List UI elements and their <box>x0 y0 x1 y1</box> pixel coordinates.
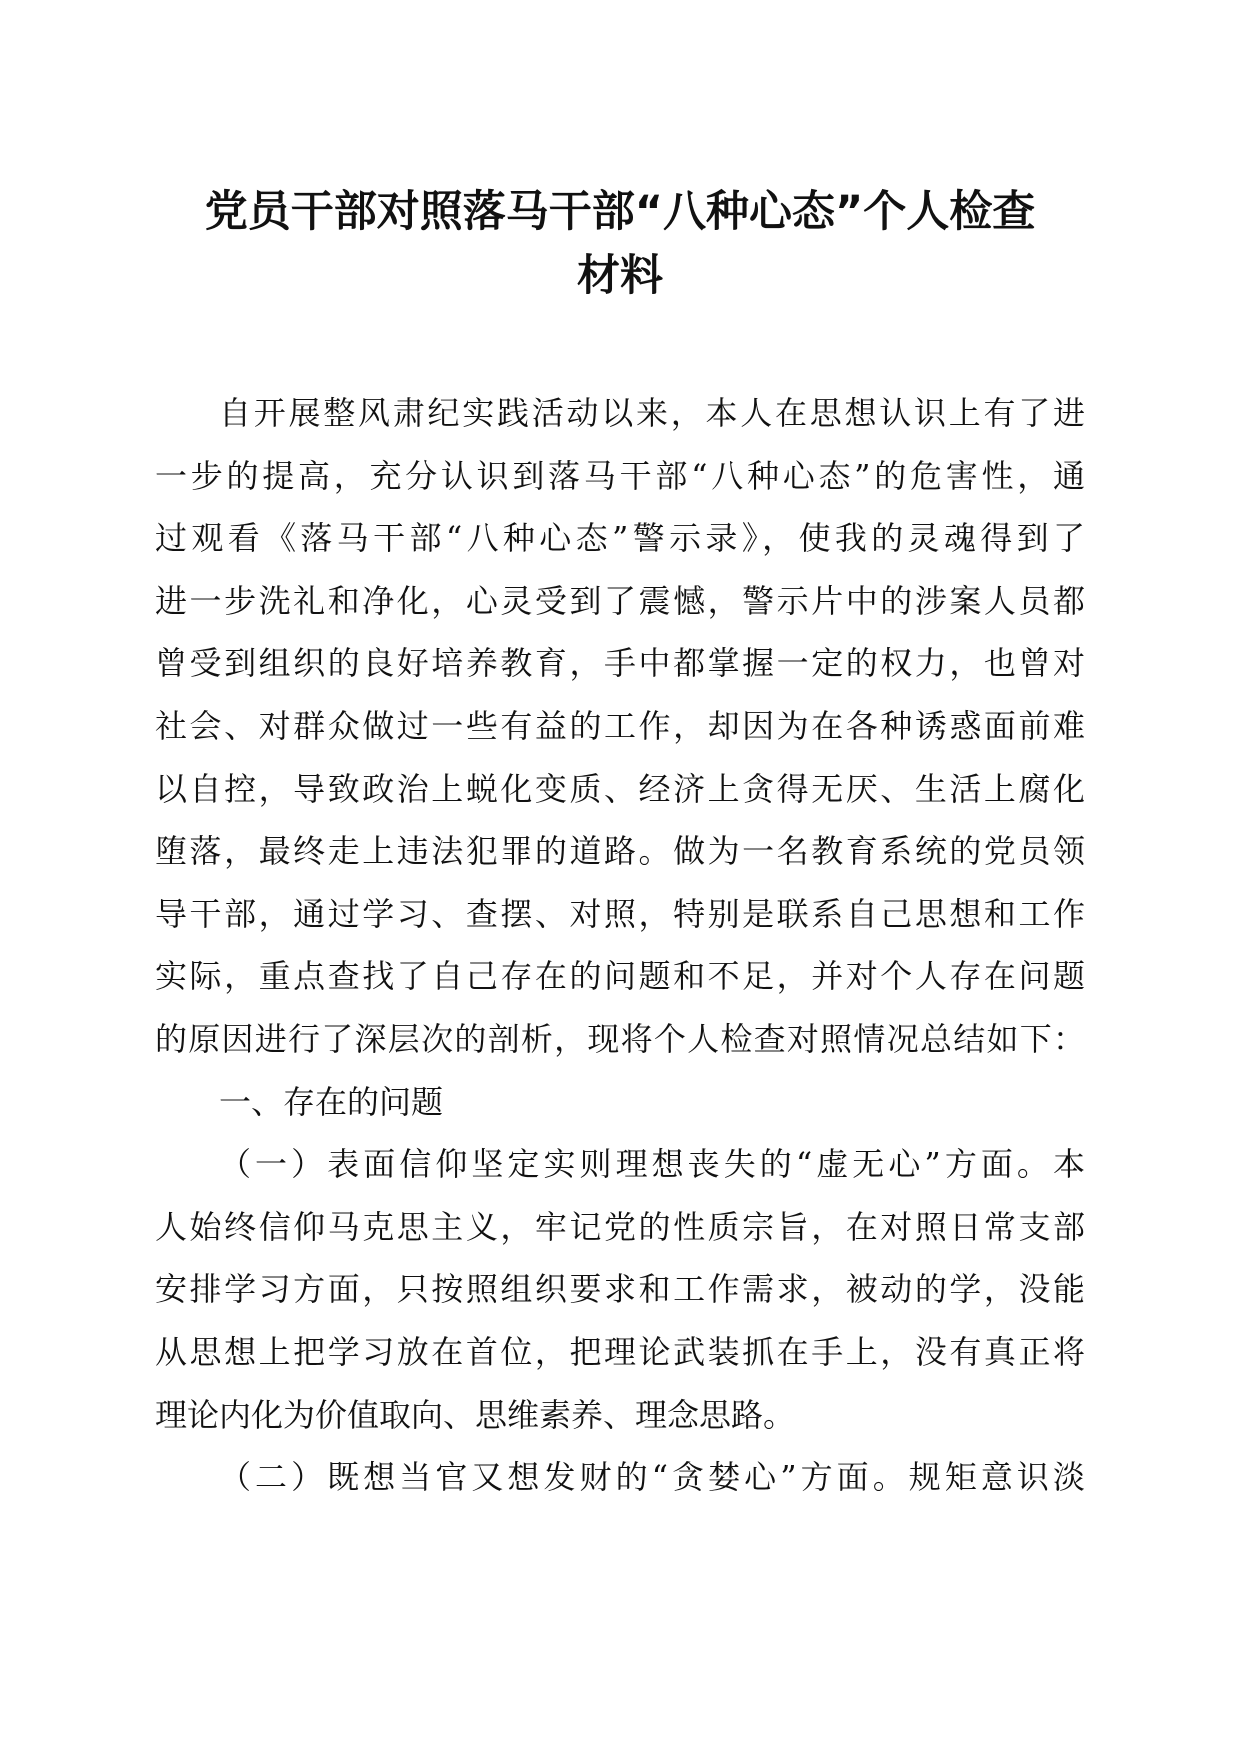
intro-line-9: 导干部，通过学习、查摆、对照，特别是联系自己思想和工作 <box>155 894 1085 933</box>
intro-line-6: 社会、对群众做过一些有益的工作，却因为在各种诱惑面前难 <box>155 706 1085 745</box>
intro-line-10: 实际，重点查找了自己存在的问题和不足，并对个人存在问题 <box>155 957 1085 996</box>
item-1-line-5: 理论内化为价值取向、思维素养、理念思路。 <box>155 1395 796 1434</box>
section-heading: 一、存在的问题 <box>219 1082 444 1121</box>
intro-line-4: 进一步洗礼和净化，心灵受到了震憾，警示片中的涉案人员都 <box>155 581 1085 620</box>
item-2-line-1: （二）既想当官又想发财的“贪婪心”方面。规矩意识淡 <box>219 1458 1085 1497</box>
item-1-line-3: 安排学习方面，只按照组织要求和工作需求，被动的学，没能 <box>155 1270 1085 1309</box>
title-line-2: 材料 <box>577 251 663 301</box>
intro-line-11: 的原因进行了深层次的剖析，现将个人检查对照情况总结如下： <box>155 1019 1085 1058</box>
document-body <box>155 382 1085 1509</box>
item-1-paragraph <box>155 1133 1085 1446</box>
intro-line-1: 自开展整风肃纪实践活动以来，本人在思想认识上有了进 <box>219 394 1085 432</box>
intro-line-5: 曾受到组织的良好培养教育，手中都掌握一定的权力，也曾对 <box>155 644 1085 683</box>
title-line-1: 党员干部对照落马干部“八种心态”个人检查 <box>204 187 1036 237</box>
item-1-line-2: 人始终信仰马克思主义，牢记党的性质宗旨，在对照日常支部 <box>155 1207 1085 1246</box>
item-1-line-1: （一）表面信仰坚定实则理想丧失的“虚无心”方面。本 <box>219 1145 1085 1184</box>
intro-line-7: 以自控，导致政治上蜕化变质、经济上贪得无厌、生活上腐化 <box>155 769 1085 808</box>
intro-line-2: 一步的提高，充分认识到落马干部“八种心态”的危害性，通 <box>155 456 1085 495</box>
item-1-line-4: 从思想上把学习放在首位，把理论武装抓在手上，没有真正将 <box>155 1332 1085 1371</box>
intro-paragraph <box>155 382 1085 1071</box>
intro-line-3: 过观看《落马干部“八种心态”警示录》，使我的灵魂得到了 <box>155 519 1085 558</box>
document-title <box>150 180 1090 308</box>
intro-line-8: 堕落，最终走上违法犯罪的道路。做为一名教育系统的党员领 <box>155 832 1085 871</box>
item-2-paragraph <box>155 1446 1085 1509</box>
